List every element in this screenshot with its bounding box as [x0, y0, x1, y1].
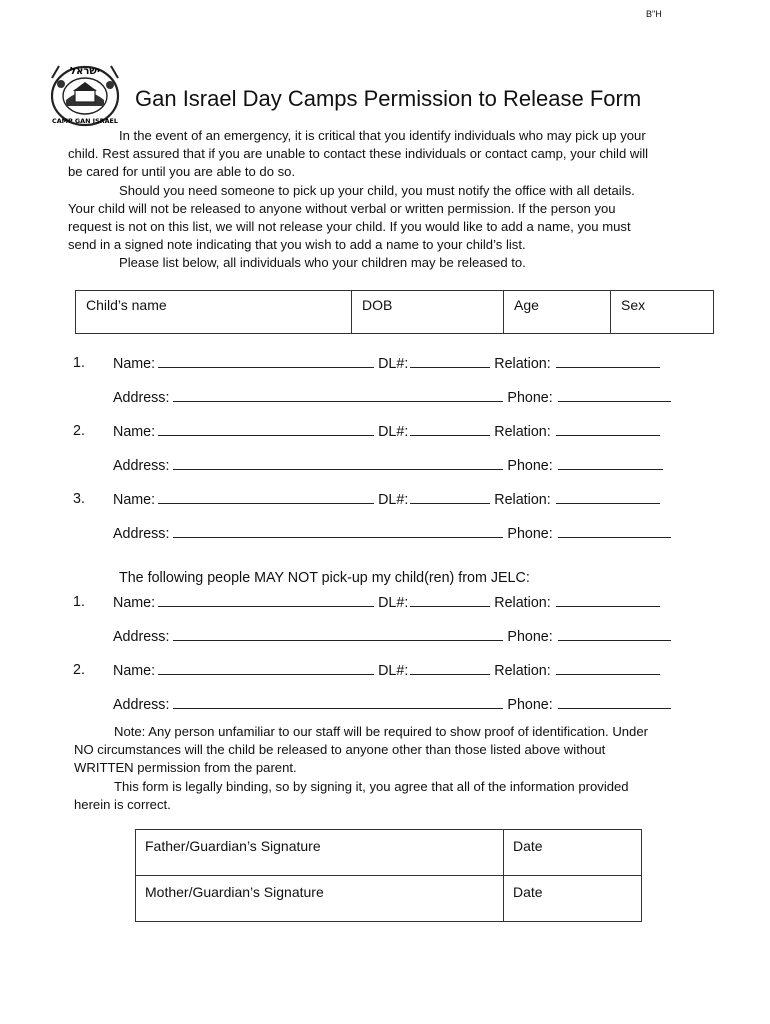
phone-field[interactable] — [558, 389, 671, 402]
relation-label: Relation: — [494, 424, 551, 440]
intro-line: In the event of an emergency, it is critical that you identify individuals who may pick up your — [119, 128, 646, 143]
denied-2-name-row — [113, 662, 660, 679]
name-label: Name: — [113, 356, 156, 372]
relation-field[interactable] — [556, 423, 660, 436]
name-field[interactable] — [158, 423, 374, 436]
entry-number: 1. — [73, 594, 85, 610]
mother-date-cell[interactable]: Date — [504, 876, 642, 922]
mother-signature-cell[interactable]: Mother/Guardian’s Signature — [136, 876, 504, 922]
sex-cell[interactable]: Sex — [611, 291, 714, 334]
dl-field[interactable] — [410, 423, 490, 436]
name-field[interactable] — [158, 355, 374, 368]
address-field[interactable] — [173, 457, 503, 470]
address-field[interactable] — [173, 696, 503, 709]
name-field[interactable] — [158, 594, 374, 607]
address-label: Address: — [113, 526, 170, 542]
logo-hebrew-text: ישראל — [70, 66, 100, 77]
allowed-1-name-row — [113, 355, 660, 372]
allowed-1-address-row — [113, 389, 671, 406]
intro-line: send in a signed note indicating that you wish to add a name to your child’s list. — [68, 237, 526, 253]
allowed-2-address-row — [113, 457, 663, 474]
dl-field[interactable] — [410, 594, 490, 607]
dl-label: DL#: — [378, 356, 409, 372]
note-line: herein is correct. — [74, 796, 171, 812]
camp-logo — [44, 60, 126, 130]
dl-field[interactable] — [410, 491, 490, 504]
age-cell[interactable]: Age — [504, 291, 611, 334]
address-field[interactable] — [173, 389, 503, 402]
note-text — [74, 723, 648, 814]
denied-2-address-row — [113, 696, 671, 713]
entry-number: 2. — [73, 662, 85, 678]
denied-1-name-row — [113, 594, 660, 611]
name-label: Name: — [113, 492, 156, 508]
dob-cell[interactable]: DOB — [352, 291, 504, 334]
phone-field[interactable] — [558, 525, 671, 538]
father-signature-cell[interactable]: Father/Guardian’s Signature — [136, 830, 504, 876]
address-label: Address: — [113, 458, 170, 474]
name-label: Name: — [113, 595, 156, 611]
name-field[interactable] — [158, 662, 374, 675]
address-field[interactable] — [173, 628, 503, 641]
father-date-cell[interactable]: Date — [504, 830, 642, 876]
phone-label: Phone: — [507, 526, 553, 542]
address-label: Address: — [113, 390, 170, 406]
corner-mark: B"H — [646, 9, 662, 19]
entry-number: 2. — [73, 423, 85, 439]
intro-line: Please list below, all individuals who your children may be released to. — [119, 255, 526, 271]
phone-field[interactable] — [558, 457, 663, 470]
allowed-3-name-row — [113, 491, 660, 508]
note-line: WRITTEN permission from the parent. — [74, 760, 297, 776]
relation-field[interactable] — [556, 491, 660, 504]
dl-label: DL#: — [378, 663, 409, 679]
name-field[interactable] — [158, 491, 374, 504]
intro-line: Your child will not be released to anyone without verbal or written permission. If the person you — [68, 200, 616, 216]
relation-label: Relation: — [494, 492, 551, 508]
dl-field[interactable] — [410, 355, 490, 368]
relation-field[interactable] — [556, 662, 660, 675]
entry-number: 3. — [73, 491, 85, 507]
dl-label: DL#: — [378, 492, 409, 508]
dl-field[interactable] — [410, 662, 490, 675]
relation-label: Relation: — [494, 663, 551, 679]
name-label: Name: — [113, 424, 156, 440]
phone-label: Phone: — [507, 390, 553, 406]
note-line: Note: Any person unfamiliar to our staff will be required to show proof of identification. Under — [114, 724, 648, 739]
address-label: Address: — [113, 629, 170, 645]
intro-line: request is not on this list, we will not release your child. If you would like to add a name, you must — [68, 218, 631, 234]
phone-field[interactable] — [558, 696, 671, 709]
child-info-table — [75, 290, 714, 334]
phone-label: Phone: — [507, 697, 553, 713]
denied-1-address-row — [113, 628, 671, 645]
dl-label: DL#: — [378, 424, 409, 440]
phone-label: Phone: — [507, 458, 553, 474]
address-label: Address: — [113, 697, 170, 713]
intro-text — [68, 127, 648, 273]
relation-label: Relation: — [494, 595, 551, 611]
entry-number: 1. — [73, 355, 85, 371]
note-line: This form is legally binding, so by signing it, you agree that all of the information provided — [114, 778, 629, 794]
allowed-3-address-row — [113, 525, 671, 542]
phone-label: Phone: — [507, 629, 553, 645]
phone-field[interactable] — [558, 628, 671, 641]
intro-line: be cared for until you are able to do so. — [68, 164, 296, 180]
relation-field[interactable] — [556, 355, 660, 368]
intro-line: child. Rest assured that if you are unable to contact these individuals or contact camp, your child will — [68, 146, 649, 162]
intro-line: Should you need someone to pick up your child, you must notify the office with all details. — [119, 182, 635, 198]
relation-label: Relation: — [494, 356, 551, 372]
not-allowed-heading: The following people MAY NOT pick-up my child(ren) from JELC: — [119, 570, 530, 586]
name-label: Name: — [113, 663, 156, 679]
logo-camp-text: CAMP GAN ISRAEL — [52, 117, 118, 125]
allowed-2-name-row — [113, 423, 660, 440]
child-name-cell[interactable]: Child’s name — [76, 291, 352, 334]
page-title: Gan Israel Day Camps Permission to Release Form — [135, 86, 642, 111]
dl-label: DL#: — [378, 595, 409, 611]
signature-table — [135, 829, 642, 922]
note-line: NO circumstances will the child be released to anyone other than those listed above without — [74, 742, 606, 758]
address-field[interactable] — [173, 525, 503, 538]
relation-field[interactable] — [556, 594, 660, 607]
